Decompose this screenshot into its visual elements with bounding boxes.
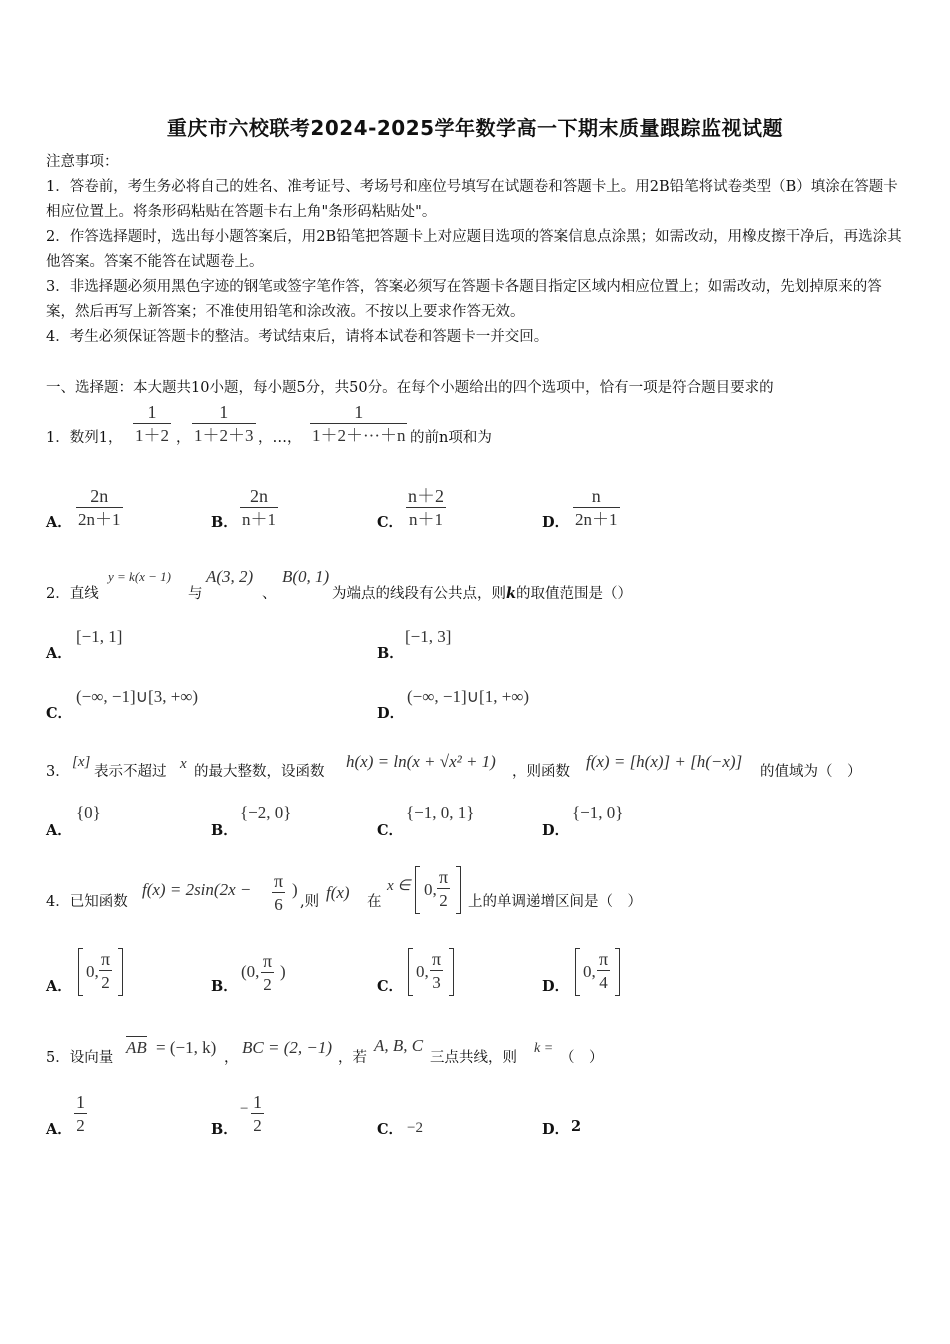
q4-zero: 0,	[424, 880, 437, 899]
q4-option-a-frac[interactable]: $\frac{\pi}{2}$	[101, 949, 111, 992]
q4-pi-over-6: $\frac{\pi}{6}$	[274, 871, 284, 914]
q4-prefix: 4．已知函数	[46, 894, 128, 910]
q5-comma: ，	[224, 1050, 239, 1066]
notice-item-2: 2．作答选择题时，选出每小题答案后，用2B铅笔把答题卡上对应题目选项的答案信息点涂黑；如需改动，用橡皮擦干净后，再选涂其他答案。答案不能答在试题卷上。	[46, 229, 902, 270]
q5-text-2: 三点共线，则	[430, 1050, 517, 1066]
q2-option-c-label[interactable]: C．	[46, 705, 73, 722]
q1-option-c[interactable]: $\frac{n+2}{n+1}$	[408, 486, 444, 529]
section-heading: 一、选择题：本大题共10小题，每小题5分，共50分。在每个小题给出的四个选项中，恰有一项是符合题目要求的	[46, 380, 774, 396]
q1-suffix: 的前n项和为	[410, 430, 492, 446]
q4-option-b-label[interactable]: B．	[211, 978, 238, 995]
q1-option-d-label[interactable]: D．	[542, 514, 570, 531]
q1-prefix: 1．数列1，	[46, 430, 123, 446]
q1-option-b-label[interactable]: B．	[211, 514, 238, 531]
q4-close-paren: )	[292, 880, 298, 899]
page-title: 重庆市六校联考2024-2025学年数学高一下期末质量跟踪监视试题	[166, 116, 784, 140]
q4-option-c-label[interactable]: C．	[377, 978, 404, 995]
q2-point-b: B(0, 1)	[282, 567, 330, 586]
q3-option-d[interactable]: {−1, 0}	[572, 803, 624, 822]
q5-option-c-label[interactable]: C．	[377, 1121, 404, 1138]
q4-text-1: ,则	[300, 894, 320, 910]
q2-with: 与	[188, 586, 203, 602]
q3-prefix: 3．	[46, 764, 70, 780]
q5-option-b[interactable]: $\frac{1}{2}$	[253, 1092, 262, 1135]
q1-option-c-label[interactable]: C．	[377, 514, 404, 531]
q3-h-function: h(x) = ln(x + √x² + 1)	[346, 752, 496, 771]
q3-option-b-label[interactable]: B．	[211, 822, 238, 839]
q4-option-c-left-bracket	[408, 948, 413, 996]
q4-text-3: 上的单调递增区间是（ ）	[468, 894, 642, 910]
q3-option-d-label[interactable]: D．	[542, 822, 570, 839]
q1-ellipsis: ，…，	[258, 430, 302, 446]
q3-x: x	[180, 756, 187, 772]
q1-option-a[interactable]: $\frac{2n}{2n+1}$	[78, 486, 121, 529]
q4-fx: f(x)	[326, 883, 350, 902]
q1-term-n: $\frac{1}{1+2+\cdot\cdot\cdot+n}$	[312, 402, 406, 445]
q2-option-c[interactable]: (−∞, −1]∪[3, +∞)	[76, 687, 199, 706]
q2-dun: 、	[262, 586, 277, 602]
q3-text-2: 的最大整数，设函数	[194, 764, 325, 780]
q4-option-a-left-bracket	[78, 948, 83, 996]
q5-option-c[interactable]: −2	[407, 1120, 423, 1136]
q4-option-c-right-bracket	[449, 948, 454, 996]
q3-option-c-label[interactable]: C．	[377, 822, 404, 839]
q2-option-d[interactable]: (−∞, −1]∪[1, +∞)	[407, 687, 530, 706]
q5-option-d[interactable]: 2	[571, 1118, 582, 1135]
q4-option-b-close: )	[280, 962, 286, 981]
q5-vector-ab: AB	[126, 1038, 147, 1057]
q4-option-a[interactable]: 0,	[86, 962, 99, 981]
q2-option-b[interactable]: [−1, 3]	[405, 627, 452, 646]
q4-option-c-frac[interactable]: $\frac{\pi}{3}$	[432, 949, 442, 992]
q4-option-b-frac[interactable]: $\frac{\pi}{2}$	[263, 951, 273, 994]
q4-option-d-frac[interactable]: $\frac{\pi}{4}$	[599, 949, 609, 992]
notice-item-4: 4．考生必须保证答题卡的整洁。考试结束后，请将本试卷和答题卡一并交回。	[46, 329, 549, 345]
q4-right-bracket	[456, 866, 461, 914]
q4-option-c[interactable]: 0,	[416, 962, 429, 981]
q4-option-d-right-bracket	[615, 948, 620, 996]
q2-point-a: A(3, 2)	[206, 567, 254, 586]
q1-option-a-label[interactable]: A．	[46, 514, 72, 531]
notice-item-3: 3．非选择题必须用黑色字迹的钢笔或签字笔作答，答案必须写在答题卡各题目指定区域内相应位置上；如需改动，先划掉原来的答案，然后再写上新答案；不准使用铅笔和涂改液。不按以上要求作答无效。	[46, 279, 882, 320]
q5-prefix: 5．设向量	[46, 1050, 114, 1066]
q1-sep: ，	[176, 430, 191, 446]
q4-option-d-left-bracket	[575, 948, 580, 996]
q3-text-4: 的值域为（ ）	[760, 764, 862, 780]
q1-term-2: $\frac{1}{1+2}$	[135, 402, 169, 445]
q3-f-function: f(x) = [h(x)] + [h(−x)]	[586, 752, 743, 771]
q2-option-a-label[interactable]: A．	[46, 645, 72, 662]
notice-heading: 注意事项：	[46, 154, 119, 170]
q2-option-b-label[interactable]: B．	[377, 645, 404, 662]
q3-option-a[interactable]: {0}	[76, 803, 101, 822]
q4-text-2: 在	[367, 894, 382, 910]
notice-item-1: 1．答卷前，考生务必将自己的姓名、准考证号、考场号和座位号填写在试题卷和答题卡上。用2B铅笔将试卷类型（B）填涂在答题卡相应位置上。将条形码粘贴在答题卡右上角"条形码粘贴处"。	[46, 179, 898, 220]
q4-option-b[interactable]: (0,	[241, 962, 260, 981]
q2-prefix: 2．直线	[46, 586, 99, 602]
q4-function: f(x) = 2sin(2x −	[142, 880, 252, 899]
notice-section	[46, 150, 904, 350]
q2-option-a[interactable]: [−1, 1]	[76, 627, 123, 646]
q3-option-a-label[interactable]: A．	[46, 822, 72, 839]
q5-option-d-label[interactable]: D．	[542, 1121, 570, 1138]
q4-pi-over-2: $\frac{\pi}{2}$	[439, 867, 449, 910]
q3-option-b[interactable]: {−2, 0}	[240, 803, 292, 822]
q5-option-a[interactable]: $\frac{1}{2}$	[76, 1092, 85, 1135]
q4-option-d[interactable]: 0,	[583, 962, 596, 981]
q2-line-eq: y = k(x − 1)	[108, 569, 172, 584]
q2-suffix: 为端点的线段有公共点，则k的取值范围是（）	[332, 585, 633, 602]
q5-option-b-sign: −	[240, 1101, 249, 1117]
q3-floor-x: [x]	[72, 754, 91, 770]
q5-option-b-label[interactable]: B．	[211, 1121, 238, 1138]
q5-text-1: ，若	[338, 1050, 367, 1066]
q3-option-c[interactable]: {−1, 0, 1}	[406, 803, 475, 822]
q1-option-b[interactable]: $\frac{2n}{n+1}$	[242, 486, 276, 529]
q5-text-3: （ ）	[560, 1050, 604, 1066]
q1-term-3: $\frac{1}{1+2+3}$	[194, 402, 254, 445]
q2-option-d-label[interactable]: D．	[377, 705, 405, 722]
q3-text-1: 表示不超过	[94, 764, 167, 780]
q5-option-a-label[interactable]: A．	[46, 1121, 72, 1138]
q5-vector-ab-value: = (−1, k)	[156, 1038, 217, 1057]
q4-x-in: x ∈	[387, 878, 411, 894]
q4-option-d-label[interactable]: D．	[542, 978, 570, 995]
q5-points: A, B, C	[374, 1036, 424, 1055]
q4-left-bracket	[415, 866, 420, 914]
q5-k: k =	[534, 1041, 554, 1056]
q1-option-d[interactable]: $\frac{n}{2n+1}$	[575, 486, 618, 529]
q5-vector-bc: BC = (2, −1)	[242, 1038, 332, 1057]
q4-option-a-label[interactable]: A．	[46, 978, 72, 995]
q4-option-a-right-bracket	[118, 948, 123, 996]
q3-text-3: ，则函数	[512, 764, 570, 780]
